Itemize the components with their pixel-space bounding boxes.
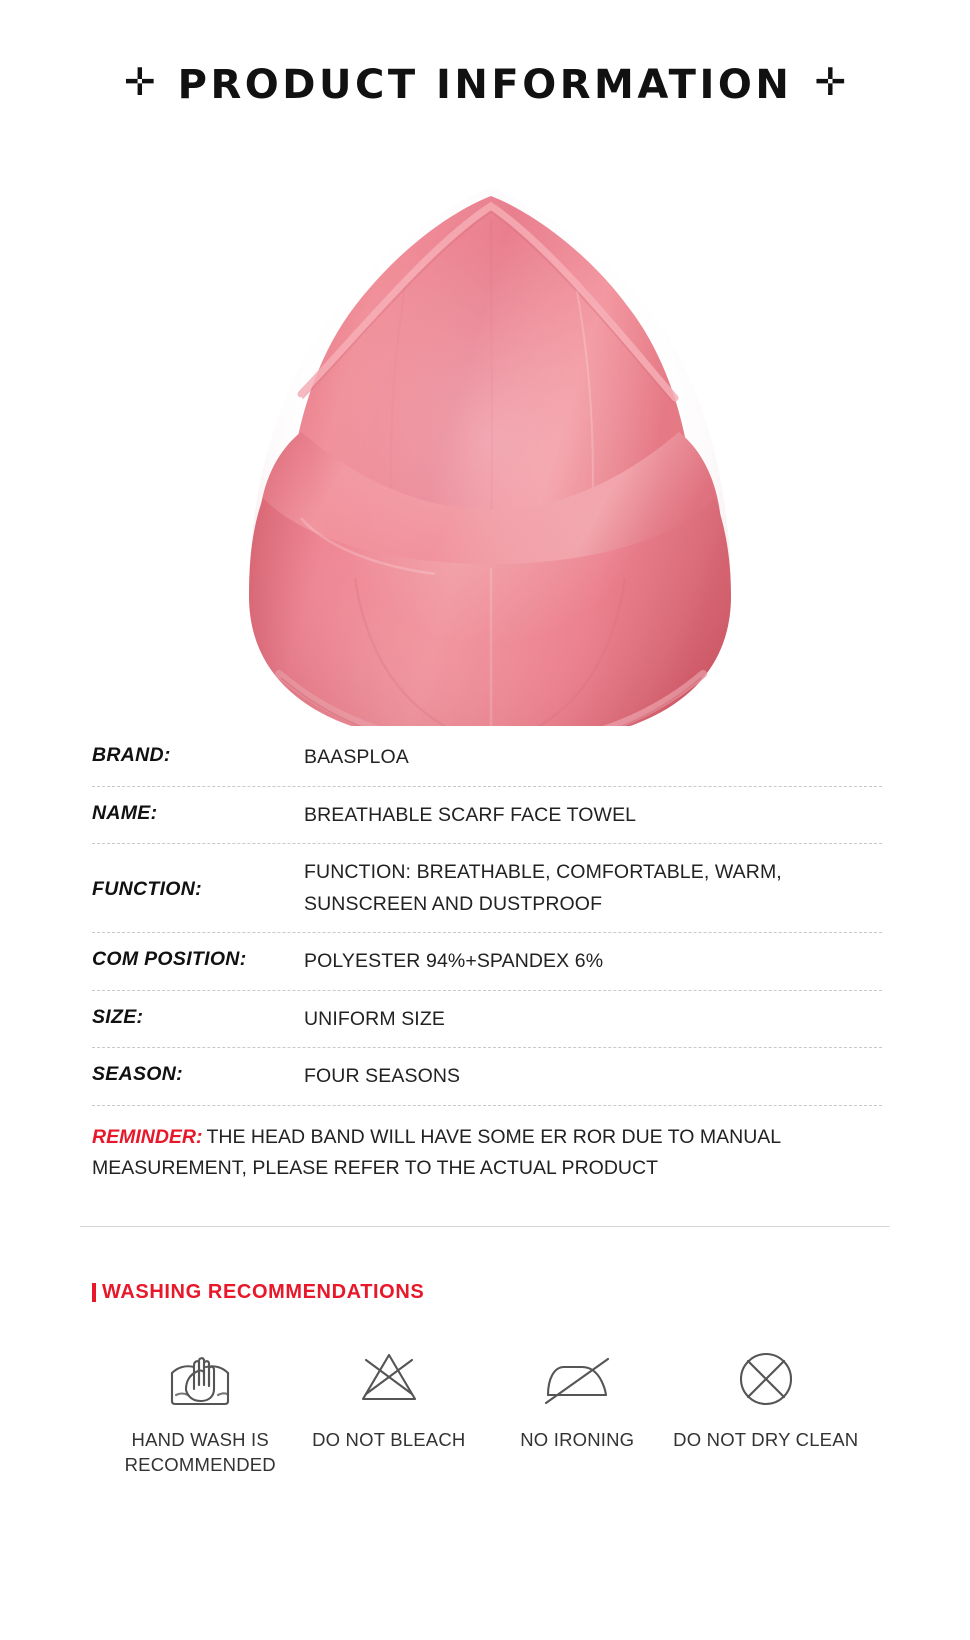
washing-label-no-dry-clean: DO NOT DRY CLEAN	[673, 1429, 859, 1451]
washing-section	[88, 1281, 882, 1478]
hand-wash-icon	[106, 1342, 295, 1416]
washing-item-hand-wash	[106, 1342, 295, 1478]
spec-value-function: FUNCTION: BREATHABLE, COMFORTABLE, WARM, SUNSCREEN AND DUSTPROOF	[304, 861, 782, 915]
no-bleach-icon	[295, 1342, 484, 1416]
reminder-text: THE HEAD BAND WILL HAVE SOME ER ROR DUE TO MANUAL MEASUREMENT, PLEASE REFER TO THE ACTUAL PRODUCT	[92, 1126, 781, 1180]
page-header	[0, 0, 970, 108]
spec-row-brand	[92, 736, 882, 787]
accent-bar-icon	[92, 1283, 96, 1302]
spec-row-name	[92, 787, 882, 845]
spec-label-name: NAME:	[92, 801, 158, 824]
spec-value-size: UNIFORM SIZE	[304, 1007, 445, 1030]
spec-row-function	[92, 844, 882, 933]
scarf-illustration	[205, 126, 765, 726]
spec-value-name: BREATHABLE SCARF FACE TOWEL	[304, 803, 637, 826]
page-title: PRODUCT INFORMATION	[177, 62, 793, 108]
section-divider	[80, 1226, 890, 1227]
washing-title: WASHING RECOMMENDATIONS	[102, 1281, 425, 1304]
spec-value-brand: BAASPLOA	[304, 746, 409, 768]
spec-row-composition	[92, 933, 882, 991]
plus-right-icon: ✛	[814, 62, 847, 104]
plus-left-icon: ✛	[123, 62, 156, 104]
washing-title-row	[92, 1281, 882, 1304]
product-image	[205, 126, 765, 726]
spec-row-season	[92, 1048, 882, 1106]
washing-item-no-ironing	[483, 1342, 672, 1478]
washing-label-hand-wash: HAND WASH IS RECOMMENDED	[124, 1429, 276, 1476]
washing-label-no-ironing: NO IRONING	[520, 1429, 635, 1451]
spec-label-size: SIZE:	[92, 1005, 144, 1028]
specifications-table	[88, 736, 882, 1106]
no-ironing-icon	[483, 1342, 672, 1416]
spec-label-brand: BRAND:	[92, 744, 171, 766]
spec-label-season: SEASON:	[92, 1063, 183, 1086]
washing-item-no-dry-clean	[672, 1342, 861, 1478]
no-dry-clean-icon	[672, 1342, 861, 1416]
product-image-section	[0, 126, 970, 736]
reminder-note	[88, 1122, 882, 1184]
spec-value-composition: POLYESTER 94%+SPANDEX 6%	[304, 950, 604, 973]
washing-icon-list	[92, 1342, 882, 1478]
washing-label-no-bleach: DO NOT BLEACH	[312, 1429, 466, 1451]
reminder-label: REMINDER:	[92, 1126, 203, 1149]
spec-row-size	[92, 991, 882, 1049]
spec-label-function: FUNCTION:	[92, 878, 202, 901]
spec-label-composition: COM POSITION:	[92, 948, 247, 971]
washing-item-no-bleach	[295, 1342, 484, 1478]
spec-value-season: FOUR SEASONS	[304, 1065, 461, 1088]
